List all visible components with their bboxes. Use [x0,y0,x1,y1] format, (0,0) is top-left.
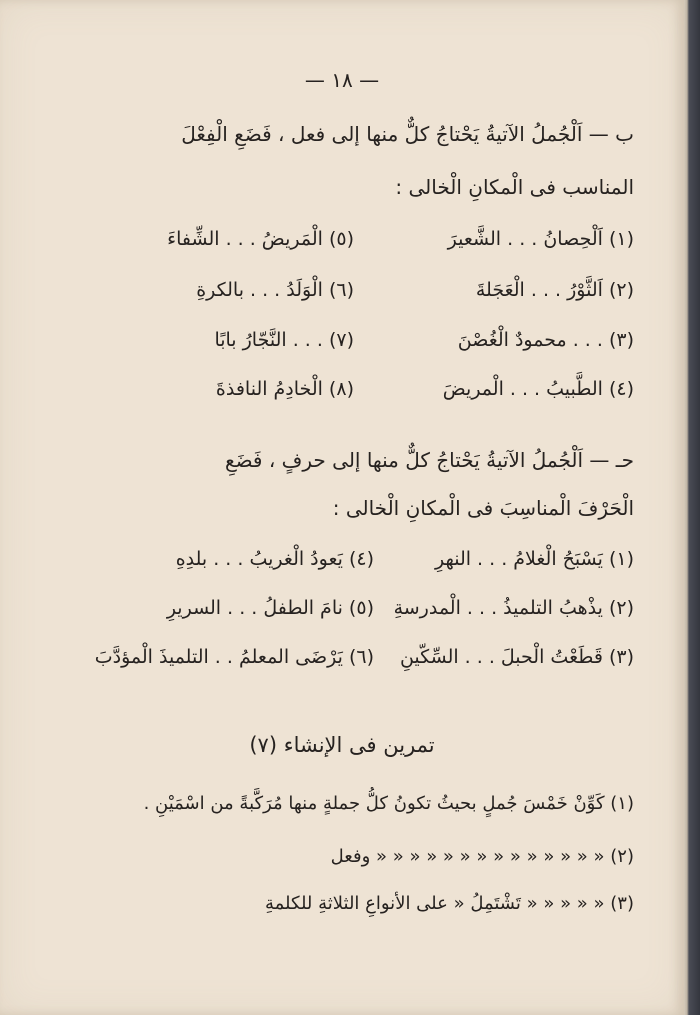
section-b-heading-line1: ب — اَلْجُملُ الآتيةُ يَحْتاجُ كلٌّ منها إلى فعل ، فَضَعِ الْفِعْلَ [181,122,634,146]
section-b-item: (٧) . . . النَّجّارُ بابًا [214,329,354,351]
section-h-item: (٣) قَطَعْتُ الْحبلَ . . . السِّكّينِ [399,646,634,668]
section-b-item: (٦) الْوَلَدُ . . . بالكرةِ [196,279,354,301]
page-number: — ١٨ — [304,68,380,92]
section-b-item: (٤) الطَّبيبُ . . . الْمريضَ [442,378,634,400]
section-b-item: (٢) اَلثَّوْرُ . . . الْعَجَلةَ [475,279,634,301]
section-h-item: (٥) نامَ الطفلُ . . . السريرِ [166,597,374,619]
exercise-line: (٣) « « « « « تَشْتَمِلُ « على الأنواعِ الثلاثةِ للكلمةِ [264,893,634,914]
section-b-row [46,329,634,363]
section-h-item: (٦) يَرْضَى المعلمُ . . التلميذَ الْمؤدَّبَ [94,646,374,668]
exercise-title: تمرين فى الإنشاء (٧) [249,733,435,757]
exercise-line: (١) كَوِّنْ خَمْسَ جُملٍ بحيثُ تكونُ كلُّ جملةٍ منها مُرَكَّبةً من اسْمَيْنِ . [143,793,634,814]
section-h-heading-line2: الْحَرْفَ الْمناسِبَ فى الْمكانِ الْخالى : [332,496,634,520]
section-b-row [46,378,634,412]
section-h-heading-line1: حـ — اَلْجُملُ الآتيةُ يَحْتاجُ كلٌّ منها إلى حرفٍ ، فَضَعِ [224,448,634,472]
section-h-row [46,646,634,680]
section-b-item: (٣) . . . محمودٌ الْغُصْنَ [457,329,634,351]
exercise-line: (٢) « « « « « « « « « « « « « « وفعل [330,846,634,867]
section-b-item: (٥) الْمَريضُ . . . الشِّفاءَ [167,228,354,250]
section-b-heading-line2: المناسب فى الْمكانِ الْخالى : [395,175,634,199]
section-h-item: (١) يَسْبَحُ الْغلامُ . . . النهرِ [434,548,634,570]
section-b-item: (١) اَلْحِصانُ . . . الشَّعيرَ [447,228,634,250]
section-b-row [46,228,634,262]
section-h-item: (٤) يَعودُ الْغريبُ . . . بلدِهِ [175,548,374,570]
book-edge [684,0,700,1015]
section-b-item: (٨) الْخادِمُ النافذةَ [215,378,354,400]
section-b-row [46,279,634,313]
section-h-item: (٢) يذْهبُ التلميذُ . . . الْمدرسةِ [393,597,634,619]
section-h-row [46,548,634,582]
section-h-row [46,597,634,631]
